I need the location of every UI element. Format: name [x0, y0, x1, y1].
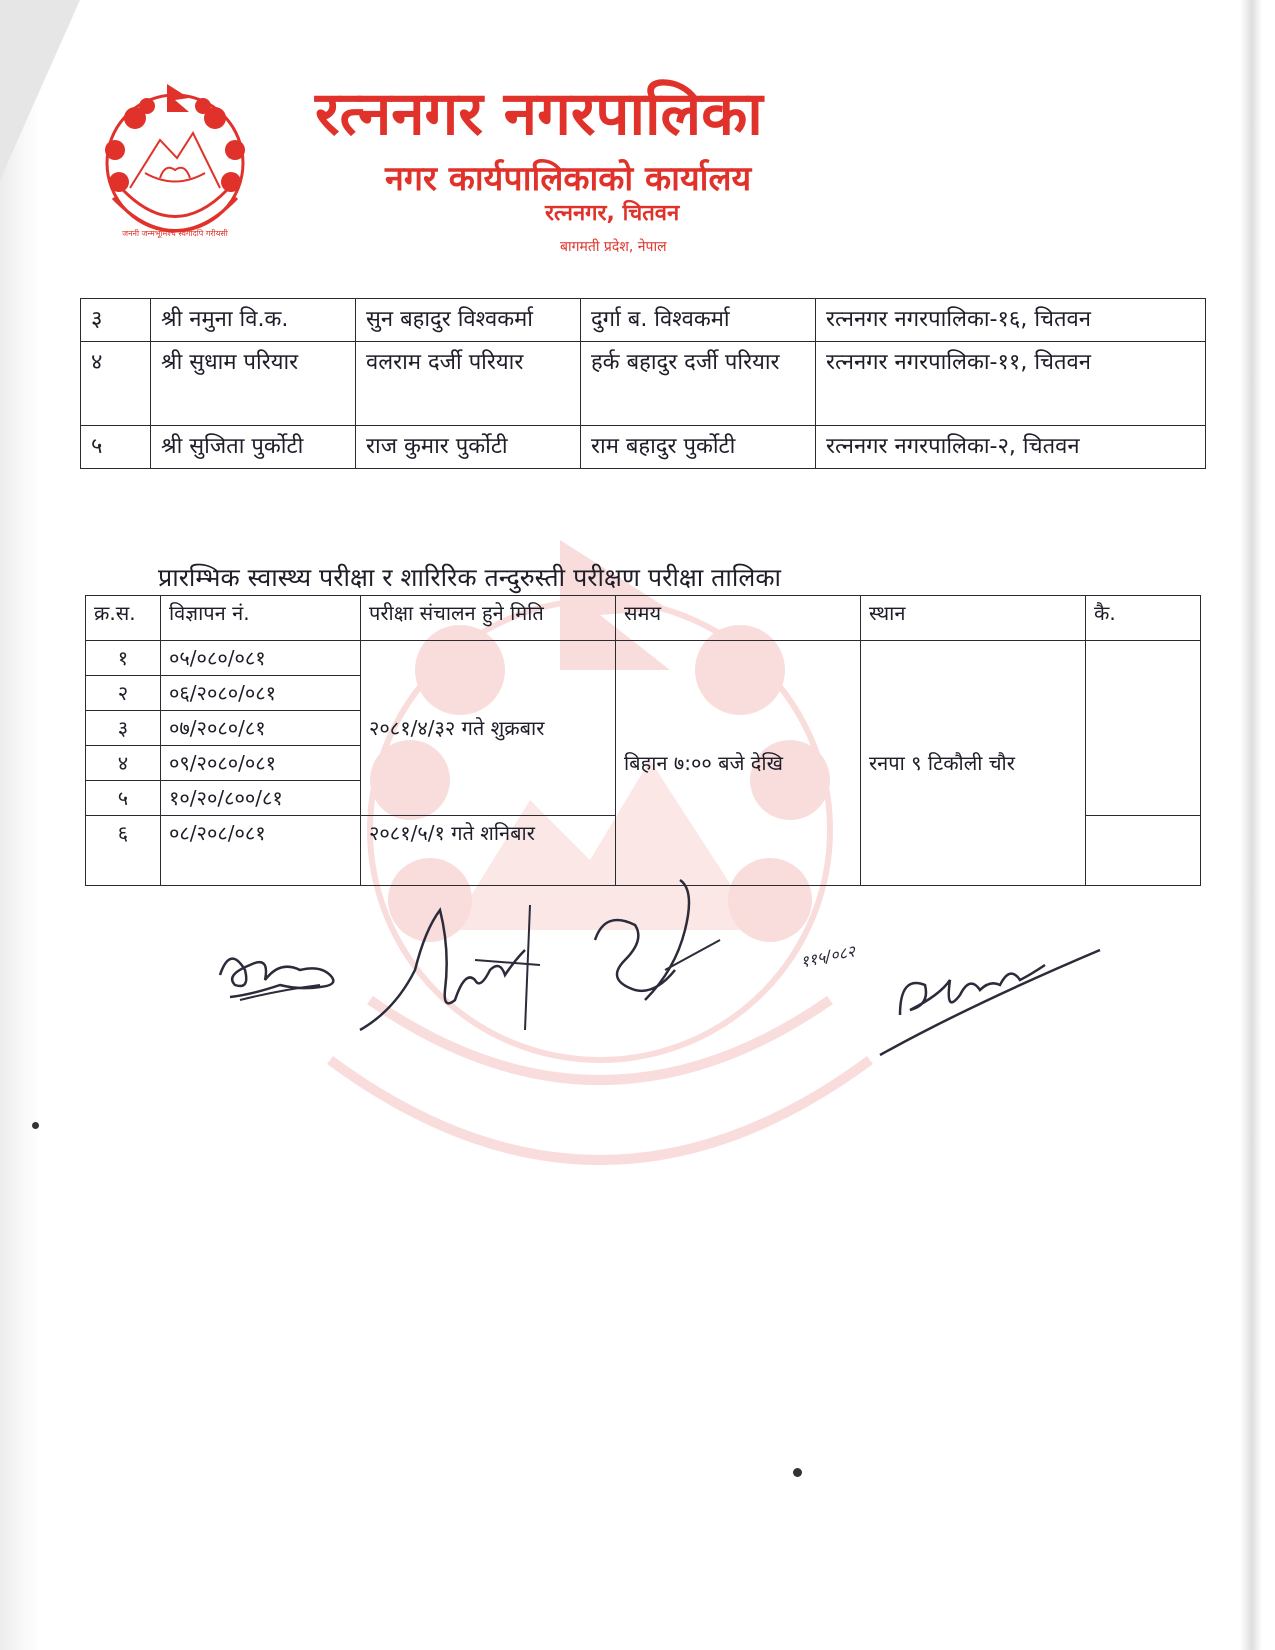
table-row	[81, 342, 1206, 426]
candidate-grandfather: राम बहादुर पुर्कोटी	[581, 426, 816, 469]
ink-spot	[793, 1468, 802, 1477]
candidate-sn: ५	[81, 426, 151, 469]
exam-place: रनपा ९ टिकौली चौर	[861, 641, 1086, 886]
folded-corner	[0, 0, 80, 180]
schedule-title: प्रारम्भिक स्वास्थ्य परीक्षा र शारिरिक तन्दुरुस्ती परीक्षण परीक्षा तालिका	[158, 563, 782, 592]
candidate-grandfather: हर्क बहादुर दर्जी परियार	[581, 342, 816, 426]
row-ad-no: ०९/२०८०/०८१	[161, 746, 361, 781]
row-sn: ५	[86, 781, 161, 816]
table-header-row	[86, 596, 1201, 641]
signature-2	[355, 890, 555, 1040]
table-row	[86, 641, 1201, 676]
row-sn: १	[86, 641, 161, 676]
schedule-table	[85, 595, 1201, 886]
signature-note: ११५/०८२	[798, 941, 857, 972]
row-sn: ३	[86, 711, 161, 746]
candidate-address: रत्ननगर नगरपालिका-२, चितवन	[816, 426, 1206, 469]
signature-1	[210, 935, 350, 1015]
ink-spot	[32, 1122, 39, 1129]
office-place: रत्ननगर, चितवन	[545, 201, 680, 226]
municipality-name: रत्ननगर नगरपालिका	[315, 79, 763, 149]
table-row	[81, 426, 1206, 469]
table-row	[81, 299, 1206, 342]
office-province: बागमती प्रदेश, नेपाल	[560, 239, 667, 255]
header-place: स्थान	[861, 596, 1086, 641]
row-ad-no: ०७/२०८०/८१	[161, 711, 361, 746]
candidate-address: रत्ननगर नगरपालिका-११, चितवन	[816, 342, 1206, 426]
exam-time: बिहान ७:०० बजे देखि	[616, 641, 861, 886]
header-time: समय	[616, 596, 861, 641]
row-ad-no: १०/२०/८००/८१	[161, 781, 361, 816]
row-ad-no: ०५/०८०/०८१	[161, 641, 361, 676]
row-sn: २	[86, 676, 161, 711]
candidate-address: रत्ननगर नगरपालिका-१६, चितवन	[816, 299, 1206, 342]
header-date: परीक्षा संचालन हुने मिति	[361, 596, 616, 641]
remarks-cell-2	[1086, 816, 1201, 886]
candidate-father: राज कुमार पुर्कोटी	[356, 426, 581, 469]
candidate-table	[80, 298, 1206, 469]
header-ad-no: विज्ञापन नं.	[161, 596, 361, 641]
exam-date-2: २०८१/५/१ गते शनिबार	[361, 816, 616, 886]
remarks-cell-1	[1086, 641, 1201, 816]
header-sn: क्र.स.	[86, 596, 161, 641]
candidate-name: श्री सुजिता पुर्कोटी	[151, 426, 356, 469]
row-ad-no: ०८/२०८/०८१	[161, 816, 361, 886]
exam-date-1: २०८१/४/३२ गते शुक्रबार	[361, 641, 616, 816]
row-ad-no: ०६/२०८०/०८१	[161, 676, 361, 711]
row-sn: ४	[86, 746, 161, 781]
candidate-father: सुन बहादुर विश्वकर्मा	[356, 299, 581, 342]
signature-4	[870, 935, 1110, 1065]
row-sn: ६	[86, 816, 161, 886]
office-name: नगर कार्यपालिकाको कार्यालय	[385, 159, 752, 199]
candidate-name: श्री सुधाम परियार	[151, 342, 356, 426]
candidate-father: वलराम दर्जी परियार	[356, 342, 581, 426]
signature-3	[585, 870, 725, 1040]
emblem-motto: जननी जन्मभूमिश्च स्वर्गादपि गरीयसी	[122, 229, 228, 238]
candidate-sn: ४	[81, 342, 151, 426]
candidate-name: श्री नमुना वि.क.	[151, 299, 356, 342]
header-remarks: कै.	[1086, 596, 1201, 641]
candidate-sn: ३	[81, 299, 151, 342]
candidate-grandfather: दुर्गा ब. विश्वकर्मा	[581, 299, 816, 342]
municipality-emblem	[85, 78, 265, 253]
